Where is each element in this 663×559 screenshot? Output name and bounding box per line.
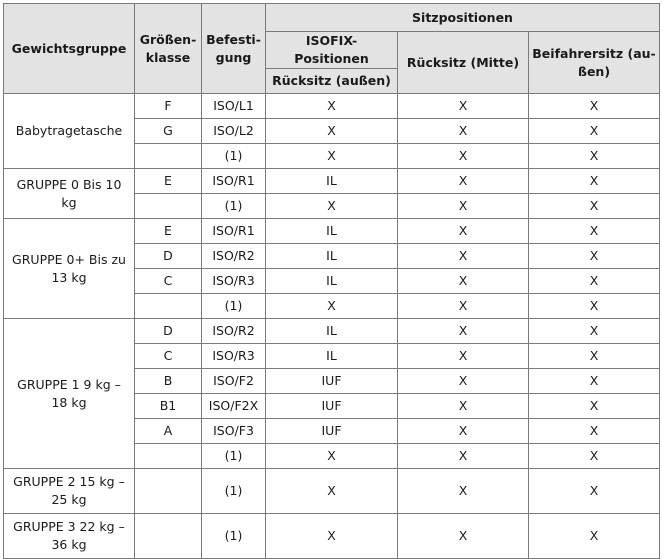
passenger-cell: X bbox=[529, 169, 660, 194]
passenger-cell: X bbox=[529, 444, 660, 469]
rear-outer-cell: IL bbox=[266, 344, 398, 369]
table-row bbox=[4, 514, 660, 559]
weight-group-cell: GRUPPE 1 9 kg – 18 kg bbox=[4, 319, 135, 469]
passenger-cell: X bbox=[529, 344, 660, 369]
header-passenger-outer: Beifahrersitz (au-ßen) bbox=[529, 32, 660, 94]
size-class-cell bbox=[135, 194, 202, 219]
header-fixation: Befesti-gung bbox=[202, 4, 266, 94]
weight-group-cell: GRUPPE 2 15 kg – 25 kg bbox=[4, 469, 135, 514]
weight-group-cell: Babytragetasche bbox=[4, 94, 135, 169]
passenger-cell: X bbox=[529, 394, 660, 419]
rear-outer-cell: X bbox=[266, 94, 398, 119]
fixation-cell: (1) bbox=[202, 194, 266, 219]
fixation-cell: ISO/R1 bbox=[202, 219, 266, 244]
fixation-cell: ISO/R2 bbox=[202, 319, 266, 344]
rear-middle-cell: X bbox=[398, 319, 529, 344]
rear-outer-cell: X bbox=[266, 444, 398, 469]
rear-outer-cell: IUF bbox=[266, 369, 398, 394]
header-rear-middle: Rücksitz (Mitte) bbox=[398, 32, 529, 94]
size-class-cell bbox=[135, 514, 202, 559]
header-rear-outer: Rücksitz (außen) bbox=[266, 69, 398, 94]
passenger-cell: X bbox=[529, 244, 660, 269]
weight-group-cell: GRUPPE 0+ Bis zu 13 kg bbox=[4, 219, 135, 319]
size-class-cell: E bbox=[135, 169, 202, 194]
size-class-cell bbox=[135, 144, 202, 169]
header-seat-positions: Sitzpositionen bbox=[266, 4, 660, 32]
header-weight-group: Gewichtsgruppe bbox=[4, 4, 135, 94]
size-class-cell: F bbox=[135, 94, 202, 119]
size-class-cell: A bbox=[135, 419, 202, 444]
rear-middle-cell: X bbox=[398, 219, 529, 244]
rear-middle-cell: X bbox=[398, 469, 529, 514]
rear-middle-cell: X bbox=[398, 94, 529, 119]
rear-outer-cell: IUF bbox=[266, 419, 398, 444]
table-row bbox=[4, 169, 660, 194]
rear-middle-cell: X bbox=[398, 444, 529, 469]
fixation-cell: ISO/F2X bbox=[202, 394, 266, 419]
rear-outer-cell: X bbox=[266, 514, 398, 559]
fixation-cell: ISO/R1 bbox=[202, 169, 266, 194]
rear-middle-cell: X bbox=[398, 169, 529, 194]
rear-middle-cell: X bbox=[398, 514, 529, 559]
passenger-cell: X bbox=[529, 419, 660, 444]
passenger-cell: X bbox=[529, 144, 660, 169]
table-body bbox=[4, 94, 660, 559]
seat-table-container bbox=[3, 3, 660, 559]
rear-outer-cell: X bbox=[266, 119, 398, 144]
fixation-cell: (1) bbox=[202, 144, 266, 169]
fixation-cell: ISO/R3 bbox=[202, 344, 266, 369]
size-class-cell: D bbox=[135, 244, 202, 269]
rear-outer-cell: IUF bbox=[266, 394, 398, 419]
size-class-cell bbox=[135, 469, 202, 514]
passenger-cell: X bbox=[529, 194, 660, 219]
passenger-cell: X bbox=[529, 219, 660, 244]
table-row bbox=[4, 319, 660, 344]
size-class-cell: C bbox=[135, 344, 202, 369]
rear-outer-cell: IL bbox=[266, 244, 398, 269]
table-row bbox=[4, 94, 660, 119]
passenger-cell: X bbox=[529, 469, 660, 514]
fixation-cell: ISO/R2 bbox=[202, 244, 266, 269]
rear-middle-cell: X bbox=[398, 344, 529, 369]
fixation-cell: ISO/R3 bbox=[202, 269, 266, 294]
rear-outer-cell: IL bbox=[266, 219, 398, 244]
fixation-cell: ISO/L1 bbox=[202, 94, 266, 119]
fixation-cell: (1) bbox=[202, 514, 266, 559]
passenger-cell: X bbox=[529, 119, 660, 144]
passenger-cell: X bbox=[529, 369, 660, 394]
rear-middle-cell: X bbox=[398, 394, 529, 419]
rear-outer-cell: IL bbox=[266, 269, 398, 294]
rear-outer-cell: IL bbox=[266, 169, 398, 194]
fixation-cell: ISO/F2 bbox=[202, 369, 266, 394]
rear-middle-cell: X bbox=[398, 419, 529, 444]
rear-outer-cell: X bbox=[266, 294, 398, 319]
header-isofix-positions: ISOFIX-Positionen bbox=[266, 32, 398, 69]
fixation-cell: ISO/L2 bbox=[202, 119, 266, 144]
passenger-cell: X bbox=[529, 319, 660, 344]
passenger-cell: X bbox=[529, 294, 660, 319]
size-class-cell: E bbox=[135, 219, 202, 244]
size-class-cell bbox=[135, 294, 202, 319]
size-class-cell: B bbox=[135, 369, 202, 394]
rear-outer-cell: X bbox=[266, 194, 398, 219]
fixation-cell: (1) bbox=[202, 294, 266, 319]
passenger-cell: X bbox=[529, 514, 660, 559]
rear-middle-cell: X bbox=[398, 119, 529, 144]
rear-outer-cell: IL bbox=[266, 319, 398, 344]
passenger-cell: X bbox=[529, 269, 660, 294]
rear-middle-cell: X bbox=[398, 369, 529, 394]
size-class-cell: C bbox=[135, 269, 202, 294]
fixation-cell: (1) bbox=[202, 444, 266, 469]
table-row bbox=[4, 219, 660, 244]
rear-outer-cell: X bbox=[266, 469, 398, 514]
passenger-cell: X bbox=[529, 94, 660, 119]
size-class-cell: D bbox=[135, 319, 202, 344]
fixation-cell: (1) bbox=[202, 469, 266, 514]
weight-group-cell: GRUPPE 0 Bis 10 kg bbox=[4, 169, 135, 219]
rear-middle-cell: X bbox=[398, 294, 529, 319]
rear-middle-cell: X bbox=[398, 194, 529, 219]
rear-middle-cell: X bbox=[398, 269, 529, 294]
rear-middle-cell: X bbox=[398, 144, 529, 169]
size-class-cell: G bbox=[135, 119, 202, 144]
rear-outer-cell: X bbox=[266, 144, 398, 169]
size-class-cell: B1 bbox=[135, 394, 202, 419]
weight-group-cell: GRUPPE 3 22 kg – 36 kg bbox=[4, 514, 135, 559]
child-seat-table bbox=[3, 3, 660, 559]
size-class-cell bbox=[135, 444, 202, 469]
rear-middle-cell: X bbox=[398, 244, 529, 269]
table-row bbox=[4, 469, 660, 514]
fixation-cell: ISO/F3 bbox=[202, 419, 266, 444]
header-size-class: Größen-klasse bbox=[135, 4, 202, 94]
